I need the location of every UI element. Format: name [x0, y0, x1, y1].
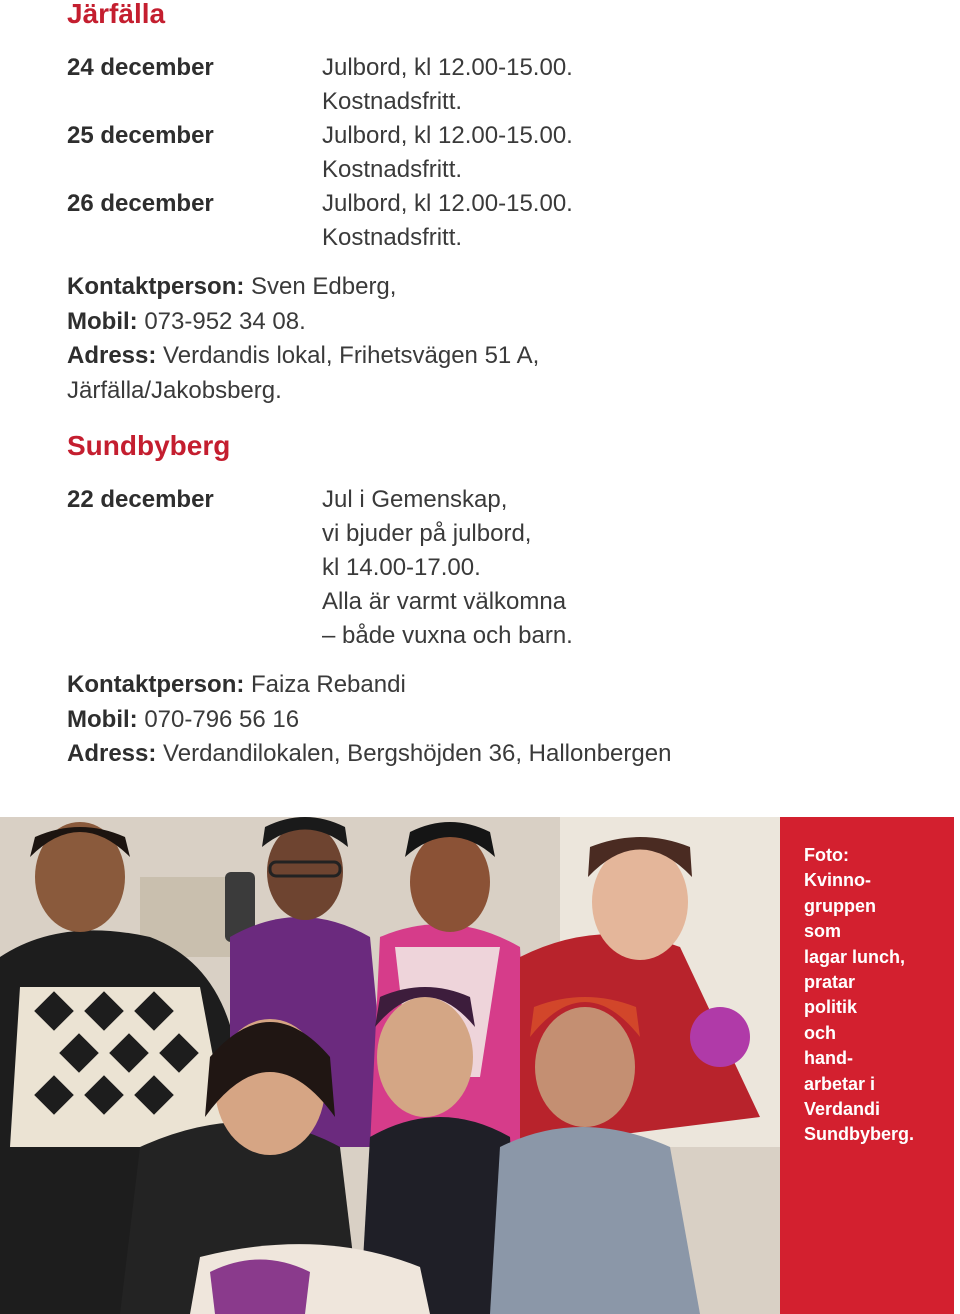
schedule-line: kl 14.00-17.00.: [322, 554, 481, 581]
schedule-line: Kostnadsfritt.: [322, 88, 463, 115]
address-label: Adress:: [67, 740, 157, 767]
mobile-line: [67, 703, 947, 738]
schedule-row: [67, 119, 867, 187]
section-title-sundbyberg: Sundbyberg: [67, 430, 231, 461]
caption-line: Foto:: [804, 845, 849, 865]
caption-line: Verdandi: [804, 1099, 881, 1120]
address-value: Verdandis lokal, Frihetsvägen 51 A,: [163, 342, 540, 369]
address-line: [67, 339, 947, 374]
caption-line: Sundbyberg.: [804, 1124, 915, 1145]
schedule-description: [322, 51, 867, 119]
contact-block-jarfalla: [67, 270, 947, 408]
section-title-jarfalla: Järfälla: [67, 0, 166, 29]
contact-person-line: [67, 270, 947, 305]
schedule-line: Julbord, kl 12.00-15.00.: [322, 122, 573, 149]
schedule-row: [67, 483, 867, 653]
photo-caption: [804, 843, 949, 1148]
schedule-jarfalla: [67, 51, 867, 255]
schedule-line: Alla är varmt välkomna: [322, 588, 567, 615]
schedule-description: [322, 187, 867, 255]
contact-person-label: Kontaktperson:: [67, 273, 245, 300]
caption-line: Kvinno-: [804, 870, 871, 891]
schedule-line: Kostnadsfritt.: [322, 156, 463, 183]
schedule-date: 25 december: [67, 122, 214, 149]
caption-line: arbetar i: [804, 1073, 876, 1094]
schedule-date: 22 december: [67, 486, 214, 513]
schedule-line: Julbord, kl 12.00-15.00.: [322, 54, 573, 81]
mobile-value: 070-796 56 16: [144, 705, 300, 733]
schedule-line: – både vuxna och barn.: [322, 622, 573, 649]
schedule-line: vi bjuder på julbord,: [322, 520, 532, 547]
caption-line: och: [804, 1022, 837, 1043]
schedule-date: 26 december: [67, 190, 214, 217]
schedule-description: [322, 483, 867, 653]
caption-line: gruppen: [804, 895, 876, 916]
mobile-label: Mobil:: [67, 307, 138, 335]
schedule-line: Jul i Gemenskap,: [322, 486, 508, 513]
schedule-date: 24 december: [67, 54, 214, 81]
mobile-label: Mobil:: [67, 705, 138, 733]
mobile-line: [67, 305, 947, 340]
caption-line: som: [804, 921, 842, 942]
photo-caption-box: [780, 817, 954, 1314]
schedule-row: [67, 187, 867, 255]
group-photo-illustration: [0, 817, 780, 1314]
contact-person-line: [67, 668, 947, 703]
schedule-sundbyberg: [67, 483, 867, 653]
caption-line: politik: [804, 997, 857, 1018]
caption-line: lagar lunch,: [804, 946, 906, 967]
contact-person-value: Sven Edberg,: [251, 273, 397, 300]
address-label: Adress:: [67, 342, 157, 369]
schedule-line: Kostnadsfritt.: [322, 224, 463, 251]
address-line-2: Järfälla/Jakobsberg.: [67, 376, 282, 404]
group-photo: [0, 817, 780, 1314]
schedule-description: [322, 119, 867, 187]
caption-line: hand-: [804, 1048, 853, 1069]
schedule-line: Julbord, kl 12.00-15.00.: [322, 190, 573, 217]
contact-person-label: Kontaktperson:: [67, 671, 245, 698]
contact-block-sundbyberg: [67, 668, 947, 772]
contact-person-value: Faiza Rebandi: [251, 671, 406, 698]
schedule-row: [67, 51, 867, 119]
caption-line: pratar: [804, 972, 856, 993]
mobile-value: 073-952 34 08.: [144, 307, 306, 335]
address-line: [67, 737, 947, 772]
address-value: Verdandilokalen, Bergshöjden 36, Hallonbergen: [163, 740, 672, 767]
